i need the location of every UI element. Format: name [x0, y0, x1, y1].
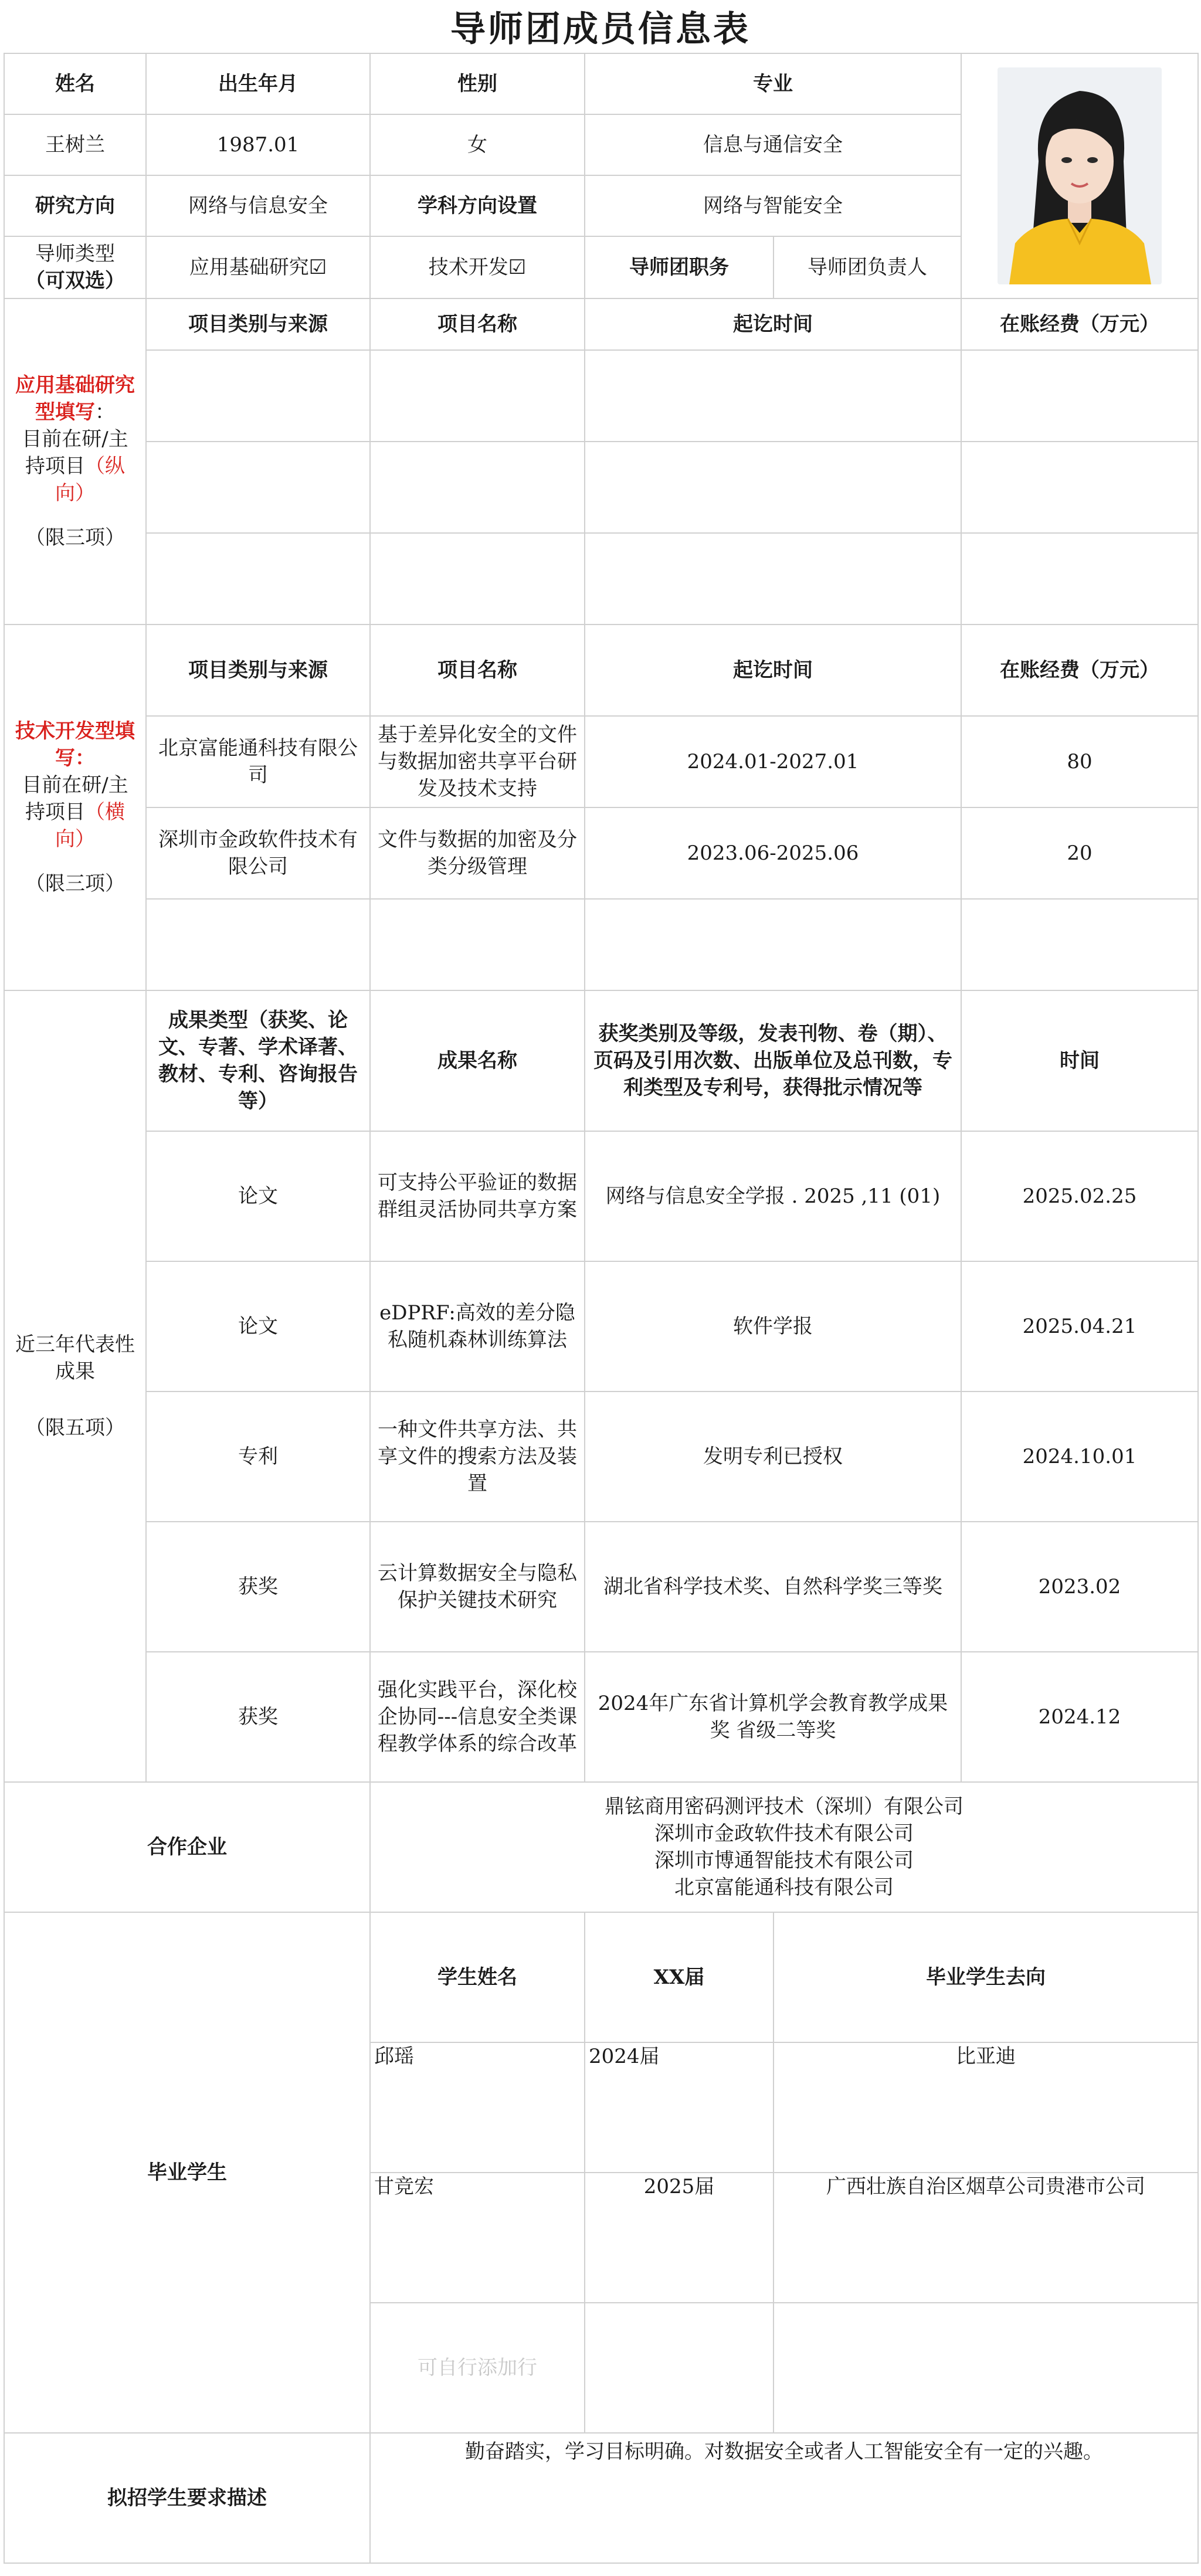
- horizontal-label-black-2: 持项目: [25, 800, 85, 824]
- achievements-header-name: 成果名称: [370, 990, 585, 1131]
- horizontal-row-3-funding[interactable]: [961, 899, 1198, 990]
- partner-company-3: 深圳市博通智能技术有限公司: [654, 1849, 914, 1872]
- vertical-row-1-source[interactable]: [146, 350, 370, 442]
- vertical-label-red: 应用基础研究: [15, 374, 135, 397]
- mentor-type-label-line2: （可双选）: [25, 269, 125, 293]
- vertical-row-3-period[interactable]: [585, 533, 961, 625]
- achievement-row-1-type: 论文: [146, 1131, 370, 1261]
- graduate-row-2-destination: 广西壮族自治区烟草公司贵港市公司: [773, 2173, 1198, 2303]
- vertical-row-2-funding[interactable]: [961, 442, 1198, 533]
- vertical-label-red-2: 型填写: [35, 401, 95, 424]
- vertical-header-funding: 在账经费（万元）: [961, 298, 1198, 350]
- achievement-row-5-name: 强化实践平台，深化校企协同---信息安全类课程教学体系的综合改革: [370, 1652, 585, 1782]
- major-value: 信息与通信安全: [585, 114, 961, 175]
- vertical-header-source: 项目类别与来源: [146, 298, 370, 350]
- horizontal-row-2-period: 2023.06-2025.06: [585, 807, 961, 899]
- horizontal-label-paren: （横: [85, 800, 125, 824]
- vertical-row-2-source[interactable]: [146, 442, 370, 533]
- vertical-label-black: 目前在研/主: [22, 427, 128, 451]
- horizontal-header-funding: 在账经费（万元）: [961, 625, 1198, 716]
- horizontal-projects-label: [4, 625, 146, 990]
- graduate-row-1-destination: 比亚迪: [773, 2042, 1198, 2173]
- achievement-row-1-date: 2025.02.25: [961, 1131, 1198, 1261]
- achievement-row-5-date: 2024.12: [961, 1652, 1198, 1782]
- birth-label: 出生年月: [146, 53, 370, 114]
- team-role-label: 导师团职务: [585, 236, 773, 298]
- graduates-header-destination: 毕业学生去向: [773, 1912, 1198, 2042]
- partners-label: 合作企业: [4, 1782, 370, 1912]
- mentor-type-option-applied[interactable]: [146, 236, 370, 298]
- vertical-row-3-funding[interactable]: [961, 533, 1198, 625]
- achievements-header-detail: 获奖类别及等级，发表刊物、卷（期）、页码及引用次数、出版单位及总刊数，专利类型及专利号，获得批示情况等: [585, 990, 961, 1131]
- requirements-text: 勤奋踏实，学习目标明确。对数据安全或者人工智能安全有一定的兴趣。: [370, 2433, 1198, 2563]
- vertical-row-2-period[interactable]: [585, 442, 961, 533]
- mentor-type-label-line1: 导师类型: [35, 242, 115, 266]
- birth-value: 1987.01: [146, 114, 370, 175]
- gender-label: 性别: [370, 53, 585, 114]
- photo-cell: [961, 53, 1198, 298]
- horizontal-row-2-source: 深圳市金政软件技术有限公司: [146, 807, 370, 899]
- achievement-row-2-name: eDPRF:高效的差分隐私随机森林训练算法: [370, 1261, 585, 1391]
- achievements-label-line1: 近三年代表性: [15, 1333, 135, 1356]
- achievement-row-3-name: 一种文件共享方法、共享文件的搜索方法及装置: [370, 1391, 585, 1522]
- vertical-row-1-funding[interactable]: [961, 350, 1198, 442]
- research-value: 网络与信息安全: [146, 175, 370, 236]
- achievement-row-2-type: 论文: [146, 1261, 370, 1391]
- vertical-header-period: 起讫时间: [585, 298, 961, 350]
- graduate-row-3-destination[interactable]: [773, 2303, 1198, 2433]
- achievement-row-1-name: 可支持公平验证的数据群组灵活协同共享方案: [370, 1131, 585, 1261]
- graduates-header-name: 学生姓名: [370, 1912, 585, 2042]
- gender-value: 女: [370, 114, 585, 175]
- horizontal-header-name: 项目名称: [370, 625, 585, 716]
- horizontal-row-1-name: 基于差异化安全的文件与数据加密共享平台研发及技术支持: [370, 716, 585, 807]
- horizontal-header-source: 项目类别与来源: [146, 625, 370, 716]
- vertical-label-line4: [8, 453, 142, 480]
- vertical-limit: （限三项）: [25, 526, 125, 549]
- graduates-label: 毕业学生: [4, 1912, 370, 2433]
- graduate-row-2-name: 甘竞宏: [370, 2173, 585, 2303]
- horizontal-header-period: 起讫时间: [585, 625, 961, 716]
- horizontal-row-3-source[interactable]: [146, 899, 370, 990]
- add-row-placeholder[interactable]: 可自行添加行: [370, 2303, 585, 2433]
- achievements-header-date: 时间: [961, 990, 1198, 1131]
- horizontal-row-3-period[interactable]: [585, 899, 961, 990]
- horizontal-row-2-name: 文件与数据的加密及分类分级管理: [370, 807, 585, 899]
- requirements-label: 拟招学生要求描述: [4, 2433, 370, 2563]
- partners-list: [370, 1782, 1198, 1912]
- graduate-row-2-cohort: 2025届: [585, 2173, 773, 2303]
- achievement-row-4-type: 获奖: [146, 1522, 370, 1652]
- vertical-label-line2: [8, 399, 142, 426]
- achievement-row-2-date: 2025.04.21: [961, 1261, 1198, 1391]
- vertical-label-black-2: 持项目: [25, 454, 85, 478]
- achievement-row-1-detail: 网络与信息安全学报 . 2025 ,11 (01): [585, 1131, 961, 1261]
- horizontal-label-red-2: 写：: [55, 746, 95, 770]
- horizontal-limit: （限三项）: [25, 872, 125, 895]
- graduate-row-1-name: 邱瑶: [370, 2042, 585, 2173]
- vertical-label-paren: （纵: [85, 454, 125, 478]
- horizontal-row-2-funding: 20: [961, 807, 1198, 899]
- horizontal-label-paren-2: 向）: [55, 827, 95, 851]
- horizontal-row-3-name[interactable]: [370, 899, 585, 990]
- achievements-header-type: 成果类型（获奖、论文、专著、学术译著、教材、专利、咨询报告等）: [146, 990, 370, 1131]
- partner-company-4: 北京富能通科技有限公司: [674, 1876, 894, 1899]
- name-value: 王树兰: [4, 114, 146, 175]
- vertical-row-3-name[interactable]: [370, 533, 585, 625]
- horizontal-label-black: 目前在研/主: [22, 773, 128, 797]
- achievement-row-4-name: 云计算数据安全与隐私保护关键技术研究: [370, 1522, 585, 1652]
- horizontal-row-1-period: 2024.01-2027.01: [585, 716, 961, 807]
- achievement-row-2-detail: 软件学报: [585, 1261, 961, 1391]
- research-label: 研究方向: [4, 175, 146, 236]
- achievement-row-5-detail: 2024年广东省计算机学会教育教学成果奖 省级二等奖: [585, 1652, 961, 1782]
- graduates-header-cohort: XX届: [585, 1912, 773, 2042]
- vertical-label-paren-2: 向）: [55, 481, 95, 505]
- achievement-row-4-detail: 湖北省科学技术奖、自然科学奖三等奖: [585, 1522, 961, 1652]
- horizontal-row-1-funding: 80: [961, 716, 1198, 807]
- checkbox-checked-icon[interactable]: ☑: [508, 256, 527, 279]
- horizontal-label-line4: [8, 799, 142, 826]
- checkbox-checked-icon[interactable]: ☑: [308, 256, 327, 279]
- vertical-projects-label: [4, 298, 146, 625]
- graduate-row-1-cohort: 2024届: [585, 2042, 773, 2173]
- partner-company-2: 深圳市金政软件技术有限公司: [654, 1822, 914, 1845]
- discipline-value: 网络与智能安全: [585, 175, 961, 236]
- page-title: 导师团成员信息表: [450, 9, 751, 50]
- vertical-label-colon: ：: [95, 401, 115, 424]
- major-label: 专业: [585, 53, 961, 114]
- discipline-label: 学科方向设置: [370, 175, 585, 236]
- vertical-row-1-period[interactable]: [585, 350, 961, 442]
- achievement-row-5-type: 获奖: [146, 1652, 370, 1782]
- name-label: 姓名: [4, 53, 146, 114]
- option-applied-label: 应用基础研究: [189, 256, 309, 279]
- portrait-image: [998, 67, 1162, 284]
- option-tech-label: 技术开发: [428, 256, 508, 279]
- achievement-row-3-date: 2024.10.01: [961, 1391, 1198, 1522]
- team-role-value: 导师团负责人: [773, 236, 961, 298]
- partner-company-1: 鼎铉商用密码测评技术（深圳）有限公司: [605, 1795, 963, 1818]
- achievement-row-4-date: 2023.02: [961, 1522, 1198, 1652]
- achievement-row-3-type: 专利: [146, 1391, 370, 1522]
- achievements-label: [4, 990, 146, 1782]
- graduate-row-3-cohort[interactable]: [585, 2303, 773, 2433]
- vertical-header-name: 项目名称: [370, 298, 585, 350]
- achievements-limit: （限五项）: [25, 1416, 125, 1440]
- horizontal-row-1-source: 北京富能通科技有限公司: [146, 716, 370, 807]
- achievements-label-line2: 成果: [55, 1360, 95, 1383]
- achievement-row-3-detail: 发明专利已授权: [585, 1391, 961, 1522]
- mentor-info-table: [4, 53, 1199, 2564]
- vertical-row-3-source[interactable]: [146, 533, 370, 625]
- vertical-row-2-name[interactable]: [370, 442, 585, 533]
- profile-photo: [998, 67, 1162, 284]
- mentor-type-label: [4, 236, 146, 298]
- mentor-type-option-tech[interactable]: [370, 236, 585, 298]
- vertical-row-1-name[interactable]: [370, 350, 585, 442]
- horizontal-label-red: 技术开发型填: [15, 719, 135, 743]
